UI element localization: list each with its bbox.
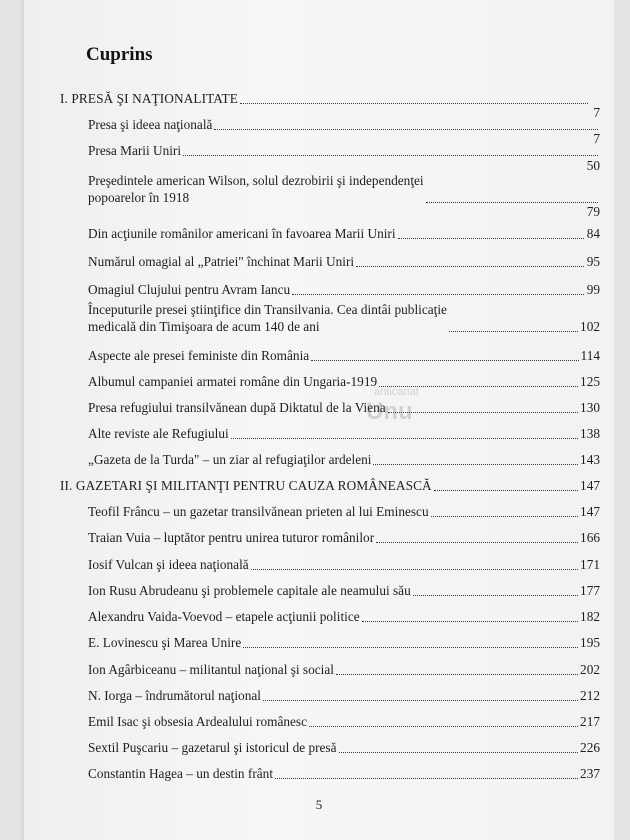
watermark-text-small: anticariat bbox=[374, 386, 419, 398]
book-page bbox=[24, 0, 614, 840]
toc-entry-title: Albumul campaniei armatei române din Ungaria-1919 bbox=[88, 374, 378, 389]
toc-entry bbox=[88, 739, 600, 756]
toc-page-number: 7 bbox=[593, 131, 600, 146]
toc-leader-dots bbox=[251, 569, 578, 570]
toc-leader-dots bbox=[339, 752, 579, 753]
toc-page-number: 95 bbox=[586, 254, 600, 269]
toc-entry-title: Numărul omagial al „Patriei" închinat Marii Uniri bbox=[88, 254, 355, 269]
toc-leader-dots bbox=[275, 778, 578, 779]
toc-page-number: 217 bbox=[580, 714, 600, 729]
toc-entry-title: Presa refugiului transilvănean după Diktatul de la Viena bbox=[88, 400, 386, 415]
toc-page-number: 143 bbox=[580, 452, 600, 467]
toc-entry bbox=[88, 687, 600, 704]
toc-page-number: 166 bbox=[580, 530, 600, 545]
toc-leader-dots bbox=[431, 516, 578, 517]
toc-entry-title: Din acţiunile românilor americani în favoarea Marii Uniri bbox=[88, 226, 396, 241]
toc-entry bbox=[88, 765, 600, 782]
toc-leader-dots bbox=[243, 647, 578, 648]
toc-entry bbox=[88, 713, 600, 730]
toc-entry-title: Teofil Frâncu – un gazetar transilvănean prieten al lui Eminescu bbox=[88, 504, 429, 519]
toc-page-number: 195 bbox=[580, 635, 600, 650]
toc-entry bbox=[88, 529, 600, 546]
table-of-contents bbox=[24, 0, 614, 840]
toc-entry-title: Ion Agârbiceanu – militantul naţional şi social bbox=[88, 662, 334, 677]
toc-page-number: 147 bbox=[580, 478, 600, 493]
toc-leader-dots bbox=[309, 726, 578, 727]
toc-entry bbox=[88, 347, 600, 364]
toc-entry-title: Presa şi ideea naţională bbox=[88, 117, 213, 132]
toc-title: Cuprins bbox=[86, 44, 153, 65]
toc-entry bbox=[88, 373, 600, 390]
toc-page-number: 177 bbox=[580, 583, 600, 598]
toc-entry bbox=[88, 281, 600, 298]
toc-leader-dots bbox=[183, 155, 598, 156]
page-number: 5 bbox=[315, 797, 323, 812]
toc-entry bbox=[88, 425, 600, 442]
toc-entry-title: Constantin Hagea – un destin frânt bbox=[88, 766, 274, 781]
toc-page-number: 138 bbox=[580, 426, 600, 441]
toc-page-number: 102 bbox=[580, 319, 600, 334]
toc-leader-dots bbox=[362, 621, 578, 622]
toc-entry-title: Aspecte ale presei feministe din România bbox=[88, 348, 310, 363]
toc-page-number: 79 bbox=[586, 204, 600, 219]
toc-entry bbox=[88, 301, 600, 335]
toc-entry-title-continued: medicală din Timişoara de acum 140 de ani bbox=[88, 319, 320, 334]
toc-entry-title: Omagiul Clujului pentru Avram Iancu bbox=[88, 282, 291, 297]
toc-page-number: 237 bbox=[580, 766, 600, 781]
toc-leader-dots bbox=[292, 294, 584, 295]
toc-leader-dots bbox=[434, 490, 578, 491]
toc-entry-page bbox=[88, 104, 600, 121]
toc-leader-dots bbox=[376, 542, 578, 543]
watermark-logo bbox=[352, 386, 462, 438]
toc-entry bbox=[88, 503, 600, 520]
toc-page-number: 50 bbox=[586, 158, 600, 173]
toc-entry-title: Presa Marii Uniri bbox=[88, 143, 182, 158]
toc-entry bbox=[88, 556, 600, 573]
toc-leader-dots bbox=[263, 700, 578, 701]
toc-entry-title: Alte reviste ale Refugiului bbox=[88, 426, 229, 441]
toc-leader-dots bbox=[373, 464, 578, 465]
toc-entry-title-continued: popoarelor în 1918 bbox=[88, 190, 190, 205]
toc-page-number: 7 bbox=[593, 105, 600, 120]
toc-page-number: 130 bbox=[580, 400, 600, 415]
toc-entry-title: Alexandru Vaida-Voevod – etapele acţiunii politice bbox=[88, 609, 360, 624]
toc-entry-page bbox=[88, 203, 600, 220]
toc-entry-page bbox=[88, 130, 600, 147]
toc-entry-title: Traian Vuia – luptător pentru unirea tuturor românilor bbox=[88, 530, 375, 545]
toc-entry-title: II. GAZETARI ŞI MILITANŢI PENTRU CAUZA ROMÂNEASCĂ bbox=[60, 478, 432, 493]
toc-entry-title: Preşedintele american Wilson, solul dezrobirii şi independenţei bbox=[88, 173, 424, 188]
toc-page-number: 99 bbox=[586, 282, 600, 297]
toc-entry bbox=[88, 172, 600, 206]
toc-page-number: 212 bbox=[580, 688, 600, 703]
toc-section-2 bbox=[60, 477, 600, 494]
toc-entry bbox=[88, 608, 600, 625]
toc-page-number: 182 bbox=[580, 609, 600, 624]
toc-leader-dots bbox=[413, 595, 578, 596]
toc-entry-title: E. Lovinescu şi Marea Unire bbox=[88, 635, 242, 650]
toc-page-number: 171 bbox=[580, 557, 600, 572]
toc-entry bbox=[88, 661, 600, 678]
toc-page-number: 125 bbox=[580, 374, 600, 389]
toc-page-number: 147 bbox=[580, 504, 600, 519]
toc-entry bbox=[88, 225, 600, 242]
toc-entry-title: „Gazeta de la Turda" – un ziar al refugiaţilor ardeleni bbox=[88, 452, 372, 467]
toc-leader-dots bbox=[231, 438, 578, 439]
toc-entry bbox=[88, 582, 600, 599]
toc-leader-dots bbox=[336, 674, 578, 675]
toc-page-number: 226 bbox=[580, 740, 600, 755]
toc-page-number: 84 bbox=[586, 226, 600, 241]
toc-entry-title: Emil Isac şi obsesia Ardealului românesc bbox=[88, 714, 307, 729]
toc-entry-title: Începuturile presei ştiinţifice din Transilvania. Cea dintâi publicaţie bbox=[88, 302, 447, 317]
toc-entry-title: I. PRESĂ ŞI NAŢIONALITATE bbox=[60, 91, 238, 106]
toc-entry-title: Sextil Puşcariu – gazetarul şi istoricul de presă bbox=[88, 740, 337, 755]
toc-page-number: 114 bbox=[580, 348, 600, 363]
toc-entry bbox=[88, 634, 600, 651]
watermark-text-large: Unu bbox=[366, 398, 413, 425]
toc-leader-dots bbox=[311, 360, 578, 361]
toc-entry bbox=[88, 253, 600, 270]
toc-leader-dots bbox=[449, 331, 578, 332]
toc-entry-title: N. Iorga – îndrumătorul naţional bbox=[88, 688, 261, 703]
toc-entry-title: Iosif Vulcan şi ideea naţională bbox=[88, 557, 249, 572]
toc-page-number: 202 bbox=[580, 662, 600, 677]
toc-entry-title: Ion Rusu Abrudeanu şi problemele capitale ale neamului său bbox=[88, 583, 411, 598]
toc-leader-dots bbox=[398, 238, 584, 239]
toc-leader-dots bbox=[356, 266, 584, 267]
toc-entry bbox=[88, 451, 600, 468]
toc-entry bbox=[88, 399, 600, 416]
